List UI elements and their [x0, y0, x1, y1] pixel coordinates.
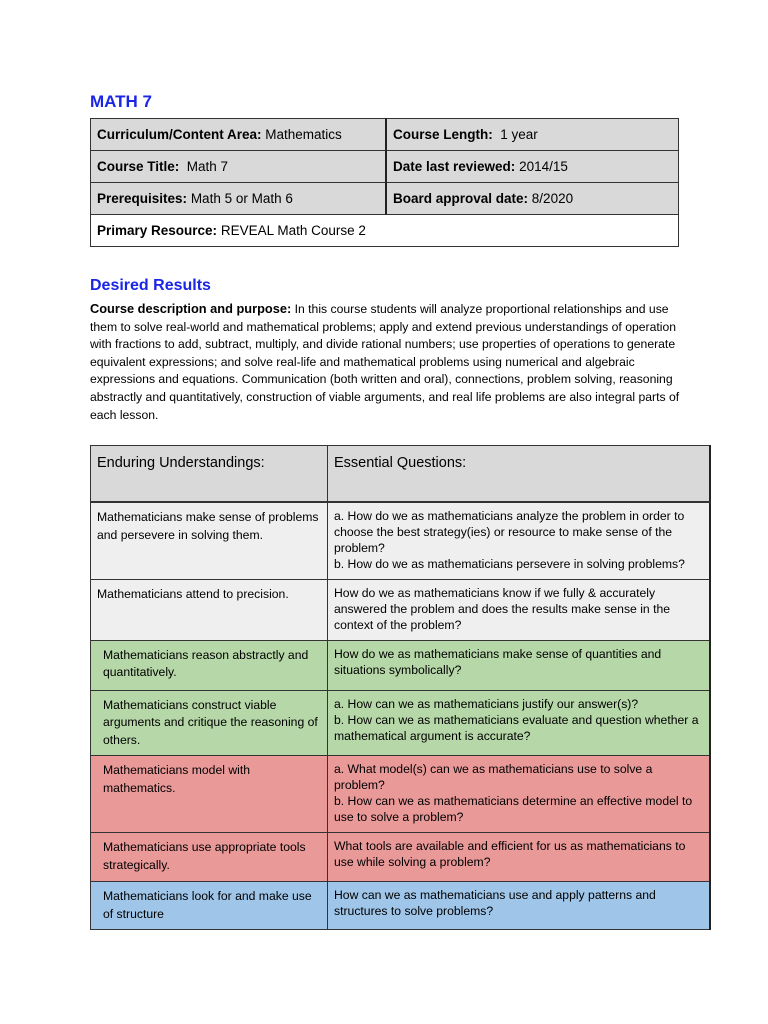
prerequisites-value: Math 5 or Math 6: [190, 191, 293, 206]
course-title-label: Course Title:: [97, 159, 180, 174]
primary-resource-cell: [91, 215, 679, 247]
question-text: How do we as mathematicians know if we fully & accurately answered the problem and does the results make sense in the context of the problem?: [334, 585, 671, 632]
info-row: [91, 215, 679, 247]
board-approval-value: 8/2020: [531, 191, 574, 206]
understanding-cell: Mathematicians model with mathematics.: [91, 756, 328, 833]
course-length-label: Course Length:: [393, 127, 493, 142]
table-row: [91, 756, 711, 833]
curriculum-value: Mathematics: [265, 127, 342, 142]
question-text: b. How can we as mathematicians evaluate and question whether a mathematical argument is accurate?: [334, 712, 699, 743]
question-text: b. How can we as mathematicians determine an effective model to use to solve a problem?: [334, 794, 693, 824]
board-approval-label: Board approval date:: [393, 191, 529, 206]
question-text: How do we as mathematicians make sense of quantities and situations symbolically?: [334, 646, 662, 677]
prerequisites-label: Prerequisites:: [97, 191, 188, 206]
course-title-value: Math 7: [186, 159, 229, 174]
info-row: [91, 151, 679, 183]
board-approval-cell: [386, 183, 679, 215]
table-row: [91, 690, 711, 756]
understandings-table: [90, 445, 711, 930]
date-reviewed-cell: [386, 151, 679, 183]
info-row: [91, 119, 679, 151]
understanding-cell: Mathematicians attend to precision.: [91, 579, 328, 640]
header-essential-questions: Essential Questions:: [328, 446, 711, 503]
course-length-cell: [386, 119, 679, 151]
prerequisites-cell: [91, 183, 387, 215]
table-row: [91, 882, 711, 930]
questions-cell: [328, 882, 711, 930]
understanding-cell: Mathematicians make sense of problems and persevere in solving them.: [91, 502, 328, 579]
understanding-cell: Mathematicians use appropriate tools strategically.: [91, 833, 328, 882]
table-header-row: [91, 446, 711, 503]
course-title-cell: [91, 151, 387, 183]
date-reviewed-label: Date last reviewed:: [393, 159, 516, 174]
questions-cell: [328, 833, 711, 882]
date-reviewed-value: 2014/15: [519, 159, 568, 174]
primary-resource-value: REVEAL Math Course 2: [220, 223, 366, 238]
table-row: [91, 502, 711, 579]
course-length-value: 1 year: [500, 127, 538, 142]
understanding-cell: Mathematicians construct viable arguments and critique the reasoning of others.: [91, 690, 328, 756]
understanding-cell: Mathematicians reason abstractly and quantitatively.: [91, 640, 328, 690]
course-description-text: In this course students will analyze proportional relationships and use them to solve real-world and mathematical problems; apply and extend previous understandings of operation with fractions to add, subtract, multiply, and divide rational numbers; use properties of operations to generate equivalent expressions; and solve real-life and mathematical problems using numerical and algebraic expressions and equations. Communication (both written and oral), connections, problem solving, reasoning abstractly and quantitatively, construction of viable arguments, and real life problems are also integral parts of each lesson.: [90, 302, 680, 422]
desired-results-heading: Desired Results: [90, 277, 211, 294]
course-info-table: [90, 118, 679, 247]
table-row: [91, 833, 711, 882]
question-text: a. What model(s) can we as mathematicians use to solve a problem?: [334, 762, 653, 792]
header-enduring-understandings: Enduring Understandings:: [91, 446, 328, 503]
curriculum-label: Curriculum/Content Area:: [97, 127, 262, 142]
questions-cell: [328, 640, 711, 690]
curriculum-cell: [91, 119, 387, 151]
primary-resource-label: Primary Resource:: [97, 223, 218, 238]
questions-cell: [328, 579, 711, 640]
page-title: MATH 7: [90, 92, 153, 111]
questions-cell: [328, 502, 711, 579]
questions-cell: [328, 756, 711, 833]
question-text: b. How do we as mathematicians persevere in solving problems?: [334, 557, 685, 571]
question-text: a. How can we as mathematicians justify our answer(s)?: [334, 696, 639, 711]
questions-cell: [328, 690, 711, 756]
question-text: What tools are available and efficient for us as mathematicians to use while solving a problem?: [334, 839, 686, 869]
course-description-label: Course description and purpose:: [90, 301, 292, 316]
question-text: a. How do we as mathematicians analyze the problem in order to choose the best strategy(ies) or resource to make sense of the problem?: [334, 509, 685, 555]
understanding-cell: Mathematicians look for and make use of structure: [91, 882, 328, 930]
table-row: [91, 579, 711, 640]
table-row: [91, 640, 711, 690]
question-text: How can we as mathematicians use and apply patterns and structures to solve problems?: [334, 888, 656, 918]
course-description: [90, 300, 690, 424]
info-row: [91, 183, 679, 215]
